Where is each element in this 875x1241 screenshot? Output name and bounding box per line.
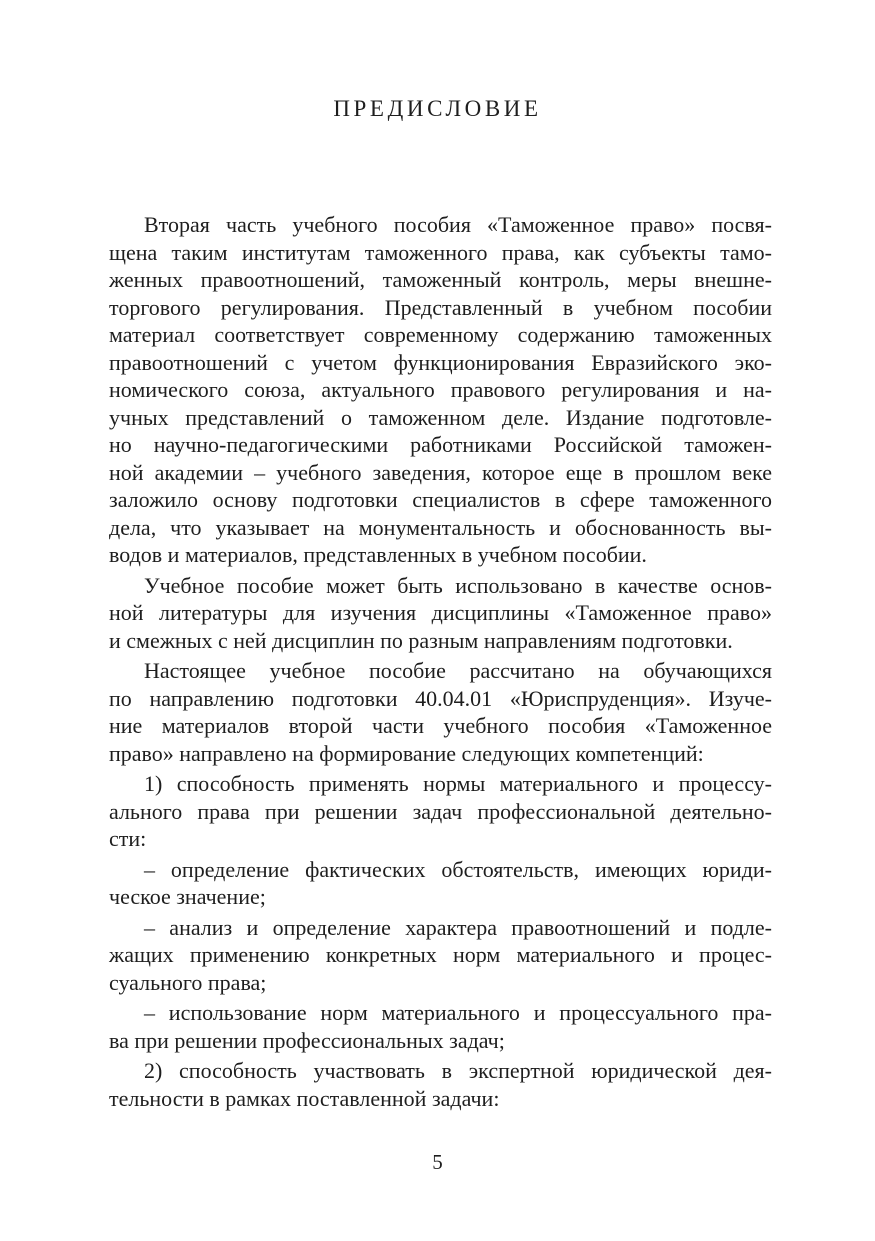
- paragraph: [109, 914, 772, 997]
- paragraph: [109, 657, 772, 767]
- text-line: жащих применению конкретных норм материального и процес-: [109, 942, 772, 967]
- text-line: Учебное пособие может быть использовано в качестве основ-: [144, 572, 772, 598]
- page-number: 5: [432, 1150, 443, 1174]
- text-line: и смежных с ней дисциплин по разным направлениям подготовки.: [109, 627, 733, 653]
- text-line: ной академии – учебного заведения, которое еще в прошлом веке: [109, 459, 772, 485]
- text-line: щена таким институтам таможенного права, как субъекты тамо-: [109, 239, 772, 265]
- paragraph: [109, 770, 772, 853]
- text-line: правоотношений с учетом функционирования Евразийского эко-: [109, 349, 772, 375]
- body-text: [109, 211, 772, 1115]
- text-line: ной литературы для изучения дисциплины «Таможенное право»: [109, 600, 772, 625]
- text-line: но научно-педагогическими работниками Российской таможен-: [109, 432, 772, 457]
- text-line: ние материалов второй части учебного пособия «Таможенное: [109, 713, 772, 738]
- text-line: – использование норм материального и процессуального пра-: [144, 1000, 772, 1025]
- text-line: женных правоотношений, таможенный контроль, меры внешне-: [109, 267, 772, 292]
- paragraph: [109, 856, 772, 911]
- text-line: сти:: [109, 826, 147, 851]
- page-title: ПРЕДИСЛОВИЕ: [333, 96, 542, 121]
- paragraph: [109, 572, 772, 655]
- text-line: 2) способность участвовать в экспертной юридической дея-: [144, 1058, 772, 1083]
- text-line: ческое значение;: [109, 884, 266, 909]
- text-line: дела, что указывает на монументальность и обоснованность вы-: [109, 514, 772, 540]
- text-line: тельности в рамках поставленной задачи:: [109, 1085, 500, 1111]
- text-line: торгового регулирования. Представленный в учебном пособии: [109, 294, 772, 320]
- text-line: Настоящее учебное пособие рассчитано на обучающихся: [144, 658, 772, 683]
- text-line: номического союза, актуального правового регулирования и на-: [109, 377, 772, 402]
- text-line: ального права при решении задач профессиональной деятельно-: [109, 798, 772, 824]
- text-line: ва при решении профессиональных задач;: [109, 1027, 505, 1053]
- text-line: – определение фактических обстоятельств, имеющих юриди-: [144, 856, 772, 882]
- text-line: 1) способность применять нормы материального и процессу-: [144, 771, 772, 796]
- text-line: учных представлений о таможенном деле. Издание подготовле-: [109, 404, 772, 430]
- text-line: по направлению подготовки 40.04.01 «Юриспруденция». Изуче-: [109, 685, 772, 711]
- text-line: – анализ и определение характера правоотношений и подле-: [144, 914, 772, 940]
- paragraph: [109, 211, 772, 569]
- paragraph: [109, 999, 772, 1054]
- text-line: заложило основу подготовки специалистов в сфере таможенного: [109, 487, 772, 512]
- text-line: водов и материалов, представленных в учебном пособии.: [109, 542, 647, 567]
- text-line: Вторая часть учебного пособия «Таможенное право» посвя-: [144, 212, 772, 237]
- text-line: суального права;: [109, 969, 267, 995]
- text-line: право» направлено на формирование следующих компетенций:: [109, 740, 704, 766]
- text-line: материал соответствует современному содержанию таможенных: [109, 322, 772, 347]
- paragraph: [109, 1057, 772, 1112]
